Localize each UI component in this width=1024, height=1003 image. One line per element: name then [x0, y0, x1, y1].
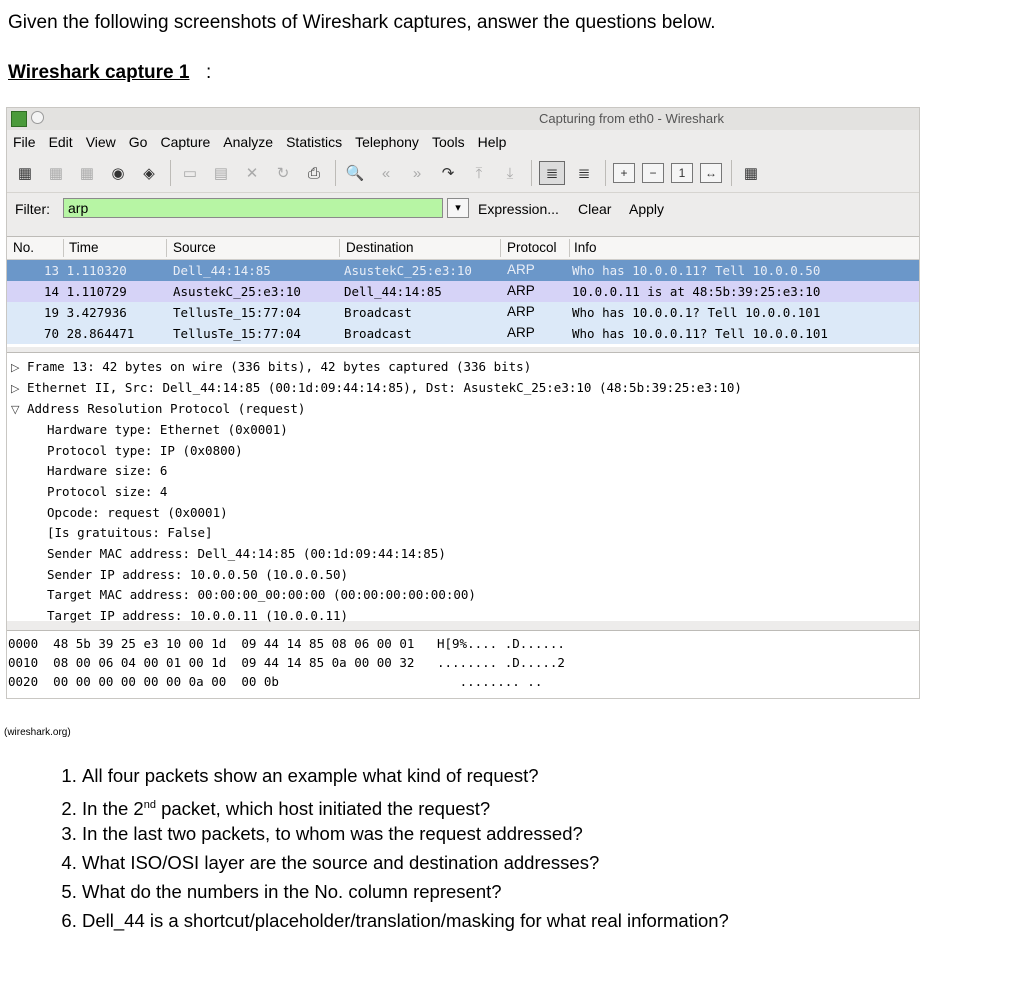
- hex-bytes: 00 00 00 00 00 00 0a 00 00 0b: [53, 674, 279, 689]
- menu-analyze[interactable]: Analyze: [223, 134, 274, 150]
- colorize-icon[interactable]: ≣: [539, 161, 565, 185]
- arp-field[interactable]: Hardware type: Ethernet (0x0001): [47, 422, 288, 437]
- hex-ascii: ........ ..: [459, 674, 543, 689]
- window-title: Capturing from eth0 - Wireshark: [539, 111, 724, 126]
- packet-info: Who has 10.0.0.11? Tell 10.0.0.101: [572, 326, 828, 341]
- arp-field[interactable]: Sender IP address: 10.0.0.50 (10.0.0.50): [47, 567, 349, 582]
- hex-line[interactable]: [8, 674, 542, 689]
- menu-edit[interactable]: Edit: [48, 134, 73, 150]
- packet-no-time: 19 3.427936: [44, 305, 127, 320]
- packet-protocol: ARP: [507, 325, 535, 340]
- packet-info: Who has 10.0.0.1? Tell 10.0.0.101: [572, 305, 821, 320]
- wireshark-window: [6, 107, 920, 699]
- question-item: 3. In the last two packets, to whom was the request addressed?: [82, 822, 729, 851]
- packet-destination: Broadcast: [344, 326, 412, 341]
- expand-triangle-icon[interactable]: ▷: [11, 382, 20, 395]
- question-item: 1. All four packets show an example what kind of request?: [82, 764, 729, 793]
- packet-row[interactable]: [7, 260, 919, 281]
- hex-bytes: 08 00 06 04 00 01 00 1d 09 44 14 85 0a 00 00 32: [53, 655, 415, 670]
- capture-options-icon[interactable]: ▦: [48, 165, 64, 182]
- menu-telephony[interactable]: Telephony: [355, 134, 419, 150]
- zoom-out-icon[interactable]: −: [642, 163, 664, 183]
- go-to-packet-icon[interactable]: ↷: [441, 165, 455, 182]
- expression-button[interactable]: Expression...: [478, 201, 559, 217]
- tree-item-label: Address Resolution Protocol (request): [27, 401, 306, 416]
- arp-field[interactable]: Protocol type: IP (0x0800): [47, 443, 243, 458]
- column-header-destination[interactable]: Destination: [346, 240, 414, 255]
- packet-no-time: 14 1.110729: [44, 284, 127, 299]
- column-header-source[interactable]: Source: [173, 240, 216, 255]
- packet-protocol: ARP: [507, 304, 535, 319]
- toolbar-separator: [605, 160, 606, 186]
- go-back-icon[interactable]: «: [381, 164, 391, 182]
- tree-item-label: Frame 13: 42 bytes on wire (336 bits), 42 bytes captured (336 bits): [27, 359, 532, 374]
- close-file-icon[interactable]: ✕: [245, 165, 259, 182]
- tree-item-label: Ethernet II, Src: Dell_44:14:85 (00:1d:09:44:14:85), Dst: AsustekC_25:e3:10 (48:5b:39:25:e3:10): [27, 380, 742, 395]
- menu-go[interactable]: Go: [128, 134, 148, 150]
- column-separator[interactable]: [500, 239, 501, 257]
- filter-dropdown-chevron-down-icon[interactable]: ▾: [447, 198, 469, 218]
- go-first-icon[interactable]: ⤒: [475, 164, 483, 182]
- menu-bar: [7, 130, 919, 154]
- open-file-icon[interactable]: ▭: [182, 165, 198, 182]
- page-heading: Given the following screenshots of Wireshark captures, answer the questions below.: [8, 12, 716, 33]
- question-item: 6. Dell_44 is a shortcut/placeholder/translation/masking for what real information?: [82, 909, 729, 938]
- packet-destination: AsustekC_25:e3:10: [344, 263, 472, 278]
- save-file-icon[interactable]: ▤: [213, 165, 229, 182]
- toolbar-separator: [731, 160, 732, 186]
- packet-source: Dell_44:14:85: [173, 263, 271, 278]
- packet-row[interactable]: [7, 323, 919, 344]
- display-filter-input[interactable]: arp: [63, 198, 443, 218]
- column-separator[interactable]: [166, 239, 167, 257]
- packet-no-time: 70 28.864471: [44, 326, 135, 341]
- tree-item-frame[interactable]: [11, 359, 531, 374]
- packet-source: TellusTe_15:77:04: [173, 326, 301, 341]
- window-close-button[interactable]: [31, 111, 44, 124]
- packet-no-time: 13 1.110320: [44, 263, 127, 278]
- hex-line[interactable]: [8, 636, 565, 651]
- main-toolbar: [7, 154, 919, 193]
- arp-field[interactable]: Target IP address: 10.0.0.11 (10.0.0.11): [47, 608, 349, 623]
- column-separator[interactable]: [339, 239, 340, 257]
- menu-statistics[interactable]: Statistics: [286, 134, 343, 150]
- clear-button[interactable]: Clear: [578, 201, 612, 217]
- question-item: 4. What ISO/OSI layer are the source and destination addresses?: [82, 851, 729, 880]
- packet-source: AsustekC_25:e3:10: [173, 284, 301, 299]
- menu-help[interactable]: Help: [477, 134, 507, 150]
- menu-tools[interactable]: Tools: [431, 134, 465, 150]
- interfaces-icon[interactable]: ▦: [17, 165, 33, 182]
- restart-capture-icon[interactable]: ◈: [143, 165, 155, 182]
- stop-capture-icon[interactable]: ◉: [111, 165, 125, 182]
- go-forward-icon[interactable]: »: [412, 164, 422, 182]
- question-item: 5. What do the numbers in the No. column represent?: [82, 880, 729, 909]
- collapse-triangle-icon[interactable]: ▽: [11, 403, 20, 416]
- hex-offset: 0010: [8, 655, 39, 670]
- tree-item-arp[interactable]: [11, 401, 305, 416]
- packet-destination: Broadcast: [344, 305, 412, 320]
- packet-row[interactable]: [7, 302, 919, 323]
- apply-button[interactable]: Apply: [629, 201, 665, 217]
- capture-title-colon: :: [206, 62, 212, 83]
- menu-view[interactable]: View: [85, 134, 116, 150]
- hex-offset: 0000: [8, 636, 39, 651]
- packet-info: Who has 10.0.0.11? Tell 10.0.0.50: [572, 263, 821, 278]
- column-header-info[interactable]: Info: [574, 240, 597, 255]
- toolbar-separator: [170, 160, 171, 186]
- packet-source: TellusTe_15:77:04: [173, 305, 301, 320]
- hex-line[interactable]: [8, 655, 565, 670]
- column-header-time[interactable]: Time: [69, 240, 99, 255]
- packet-row[interactable]: [7, 281, 919, 302]
- column-header-protocol[interactable]: Protocol: [507, 240, 557, 255]
- capture-title: Wireshark capture 1: [8, 62, 190, 83]
- packet-info: 10.0.0.11 is at 48:5b:39:25:e3:10: [572, 284, 821, 299]
- auto-scroll-icon[interactable]: ≣: [577, 165, 591, 182]
- arp-field[interactable]: [Is gratuitous: False]: [47, 525, 213, 540]
- packet-list: [7, 236, 919, 347]
- arp-field[interactable]: Protocol size: 4: [47, 484, 168, 499]
- packet-details-pane: [7, 352, 919, 621]
- filter-label: Filter:: [15, 201, 50, 217]
- arp-field[interactable]: Target MAC address: 00:00:00_00:00:00 (00:00:00:00:00:00): [47, 587, 476, 602]
- arp-field[interactable]: Opcode: request (0x0001): [47, 505, 228, 520]
- hex-ascii: ........ .D.....2: [436, 655, 565, 670]
- normal-size-icon[interactable]: 1: [671, 163, 693, 183]
- packet-protocol: ARP: [507, 262, 535, 277]
- toolbar-separator: [531, 160, 532, 186]
- tree-item-ethernet[interactable]: [11, 380, 742, 395]
- packet-destination: Dell_44:14:85: [344, 284, 442, 299]
- resize-columns-icon[interactable]: ↔: [700, 163, 722, 183]
- filter-toolbar: [7, 193, 919, 227]
- go-last-icon[interactable]: ⤓: [506, 164, 514, 182]
- column-separator[interactable]: [63, 239, 64, 257]
- window-titlebar: [7, 108, 919, 130]
- arp-field[interactable]: Sender MAC address: Dell_44:14:85 (00:1d:09:44:14:85): [47, 546, 446, 561]
- packet-protocol: ARP: [507, 283, 535, 298]
- capture-filters-icon[interactable]: ▦: [743, 165, 759, 182]
- packet-list-header: [7, 237, 919, 260]
- source-credit: (wireshark.org): [4, 727, 71, 738]
- menu-file[interactable]: File: [13, 134, 36, 150]
- wireshark-app-icon: [11, 111, 27, 127]
- column-separator[interactable]: [569, 239, 570, 257]
- question-item: 2. In the 2nd packet, which host initiated the request?: [82, 793, 729, 822]
- question-list: [42, 764, 729, 938]
- packet-bytes-pane: [7, 630, 919, 699]
- menu-capture[interactable]: Capture: [160, 134, 211, 150]
- reload-icon[interactable]: ↻: [276, 165, 290, 182]
- toolbar-separator: [335, 160, 336, 186]
- print-icon[interactable]: ⎙: [307, 164, 320, 182]
- hex-bytes: 48 5b 39 25 e3 10 00 1d 09 44 14 85 08 06 00 01: [53, 636, 415, 651]
- column-header-no[interactable]: No.: [13, 240, 35, 255]
- find-packet-icon[interactable]: 🔍: [345, 165, 365, 182]
- zoom-in-icon[interactable]: +: [613, 163, 635, 183]
- hex-ascii: H[9%.... .D......: [436, 636, 565, 651]
- arp-field[interactable]: Hardware size: 6: [47, 463, 168, 478]
- start-capture-icon[interactable]: ▦: [79, 165, 95, 182]
- expand-triangle-icon[interactable]: ▷: [11, 361, 20, 374]
- hex-offset: 0020: [8, 674, 39, 689]
